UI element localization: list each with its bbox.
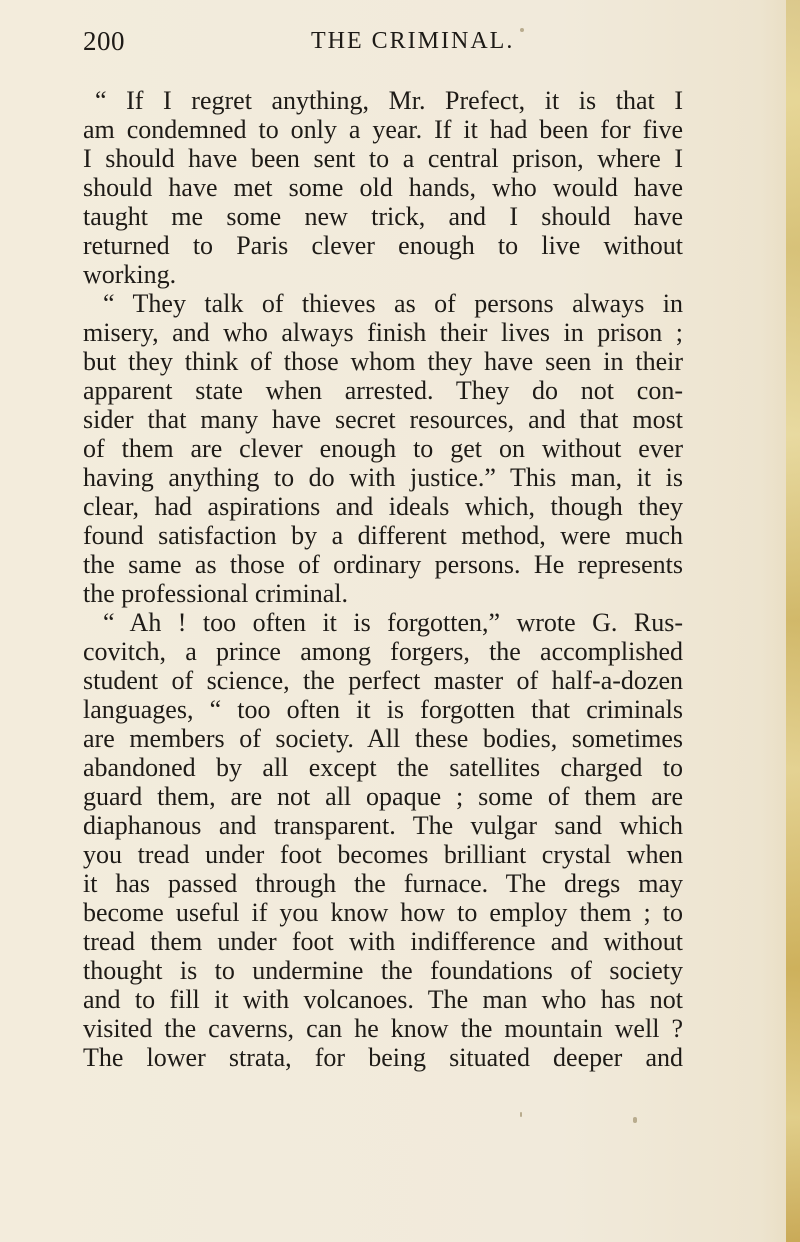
text-line: abandoned by all except the satellites charged to bbox=[83, 753, 683, 782]
text-line: having anything to do with justice.” This man, it is bbox=[83, 463, 683, 492]
paper-speck bbox=[520, 1112, 522, 1117]
text-line: “ If I regret anything, Mr. Prefect, it is that I bbox=[95, 86, 683, 115]
text-line: working. bbox=[83, 260, 177, 289]
text-line: become useful if you know how to employ them ; to bbox=[83, 898, 683, 927]
text-line: misery, and who always finish their lives in prison ; bbox=[83, 318, 683, 347]
text-line: covitch, a prince among forgers, the accomplished bbox=[83, 637, 683, 666]
text-line: “ Ah ! too often it is forgotten,” wrote G. Rus- bbox=[103, 608, 683, 637]
text-line: returned to Paris clever enough to live without bbox=[83, 231, 683, 260]
text-line: I should have been sent to a central prison, where I bbox=[83, 144, 683, 173]
text-line: it has passed through the furnace. The dregs may bbox=[83, 869, 683, 898]
text-line: diaphanous and transparent. The vulgar sand which bbox=[83, 811, 683, 840]
paper-speck bbox=[633, 1117, 637, 1123]
text-line: the professional criminal. bbox=[83, 579, 348, 608]
text-line: taught me some new trick, and I should have bbox=[83, 202, 683, 231]
text-line: am condemned to only a year. If it had been for five bbox=[83, 115, 683, 144]
text-line: are members of society. All these bodies, sometimes bbox=[83, 724, 683, 753]
text-line: sider that many have secret resources, and that most bbox=[83, 405, 683, 434]
text-line: thought is to undermine the foundations of society bbox=[83, 956, 683, 985]
text-line: visited the caverns, can he know the mountain well ? bbox=[83, 1014, 683, 1043]
page-number: 200 bbox=[83, 26, 125, 56]
text-line: you tread under foot becomes brilliant crystal when bbox=[83, 840, 683, 869]
text-line: “ They talk of thieves as of persons always in bbox=[103, 289, 683, 318]
text-line: guard them, are not all opaque ; some of them are bbox=[83, 782, 683, 811]
page-edge bbox=[786, 0, 800, 1242]
text-line: should have met some old hands, who would have bbox=[83, 173, 683, 202]
body-text bbox=[83, 86, 683, 1072]
text-line: and to fill it with volcanoes. The man who has not bbox=[83, 985, 683, 1014]
text-line: tread them under foot with indifference and without bbox=[83, 927, 683, 956]
text-line: The lower strata, for being situated deeper and bbox=[83, 1043, 683, 1072]
text-line: apparent state when arrested. They do not con- bbox=[83, 376, 683, 405]
text-line: student of science, the perfect master of half-a-dozen bbox=[83, 666, 683, 695]
text-line: the same as those of ordinary persons. He represents bbox=[83, 550, 683, 579]
text-line: found satisfaction by a different method, were much bbox=[83, 521, 683, 550]
running-head: THE CRIMINAL. bbox=[311, 28, 515, 54]
text-line: clear, had aspirations and ideals which, though they bbox=[83, 492, 683, 521]
text-line: languages, “ too often it is forgotten that criminals bbox=[83, 695, 683, 724]
page-header bbox=[83, 26, 683, 66]
text-line: but they think of those whom they have seen in their bbox=[83, 347, 683, 376]
text-line: of them are clever enough to get on without ever bbox=[83, 434, 683, 463]
